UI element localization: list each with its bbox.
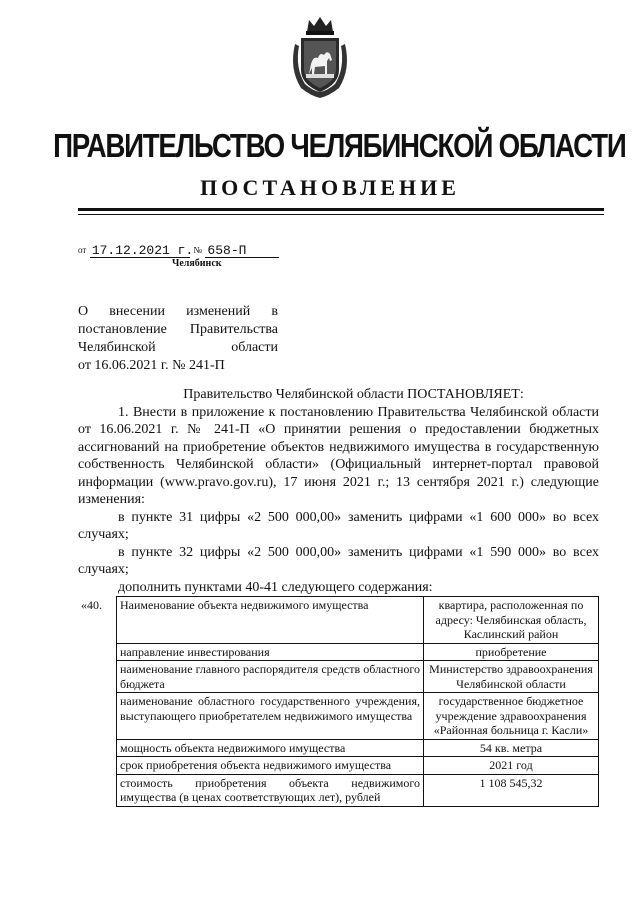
number-label: № xyxy=(193,245,202,255)
header-rule-thick xyxy=(78,208,604,211)
row-value-cell: 1 108 545,32 xyxy=(424,774,599,806)
document-subject xyxy=(78,303,278,375)
subject-line: от 16.06.2021 г. № 241-П xyxy=(78,358,225,373)
table-row xyxy=(78,661,599,693)
row-value-cell: 54 кв. метра xyxy=(424,739,599,757)
row-name-cell: наименование главного распорядителя средств областного бюджета xyxy=(117,661,424,693)
subject-line: постановление Правительства xyxy=(78,322,278,337)
table-row xyxy=(78,757,599,775)
item-number-cell: «40. xyxy=(78,597,117,807)
row-name-cell: наименование областного государственного учреждения, выступающего приобретателем недвижимого имущества xyxy=(117,693,424,740)
table-row xyxy=(78,643,599,661)
row-name-cell: Наименование объекта недвижимого имущества xyxy=(117,597,424,644)
row-name-cell: срок приобретения объекта недвижимого имущества xyxy=(117,757,424,775)
table-row xyxy=(78,597,599,644)
subject-line: Челябинской области xyxy=(78,340,278,355)
decree-line: Правительство Челябинской области ПОСТАНОВЛЯЕТ: xyxy=(183,387,524,402)
item-1-paragraph: 1. Внести в приложение к постановлению Правительства Челябинской области от 16.06.2021 г. № 241-П «О принятии решения о предоставлении бюджетных ассигнований на приобретение объектов недвижимого имущества в государственную собственность Челябинской области» (Официальный интернет-портал правовой информации (www.pravo.gov.ru), 17 июня 2021 г.; 13 сентября 2021 г.) следующие изменения: xyxy=(78,404,599,507)
from-label: от xyxy=(78,245,87,255)
document-number: 658-П xyxy=(205,244,279,258)
header-rule-thin xyxy=(78,214,604,215)
row-value-cell: приобретение xyxy=(424,643,599,661)
table-row xyxy=(78,774,599,806)
point-32-paragraph: в пункте 32 цифры «2 500 000,00» заменить цифрами «1 590 000» во всех случаях; xyxy=(78,544,599,577)
row-value-cell: квартира, расположенная по адресу: Челябинская область, Каслинский район xyxy=(424,597,599,644)
row-name-cell: направление инвестирования xyxy=(117,643,424,661)
row-name-cell: стоимость приобретения объекта недвижимого имущества (в ценах соответствующих лет), рублей xyxy=(117,774,424,806)
row-value-cell: государственное бюджетное учреждение здравоохранения «Районная больница г. Касли» xyxy=(424,693,599,740)
city-label: Челябинск xyxy=(172,258,222,269)
row-name-cell: мощность объекта недвижимого имущества xyxy=(117,739,424,757)
point-31-paragraph: в пункте 31 цифры «2 500 000,00» заменить цифрами «1 600 000» во всех случаях; xyxy=(78,509,599,542)
document-body xyxy=(78,386,599,596)
government-title: ПРАВИТЕЛЬСТВО ЧЕЛЯБИНСКОЙ ОБЛАСТИ xyxy=(53,127,626,164)
append-paragraph: дополнить пунктами 40-41 следующего содержания: xyxy=(118,579,433,595)
row-value-cell: 2021 год xyxy=(424,757,599,775)
subject-line: О внесении изменений в xyxy=(78,304,278,319)
object-data-table xyxy=(78,596,599,807)
coat-of-arms-emblem xyxy=(287,14,353,100)
document-date: 17.12.2021 г. xyxy=(91,243,194,258)
document-reference xyxy=(78,243,279,259)
row-value-cell: Министерство здравоохранения Челябинской области xyxy=(424,661,599,693)
document-type-title: ПОСТАНОВЛЕНИЕ xyxy=(200,175,460,200)
table-row xyxy=(78,739,599,757)
table-row xyxy=(78,693,599,740)
